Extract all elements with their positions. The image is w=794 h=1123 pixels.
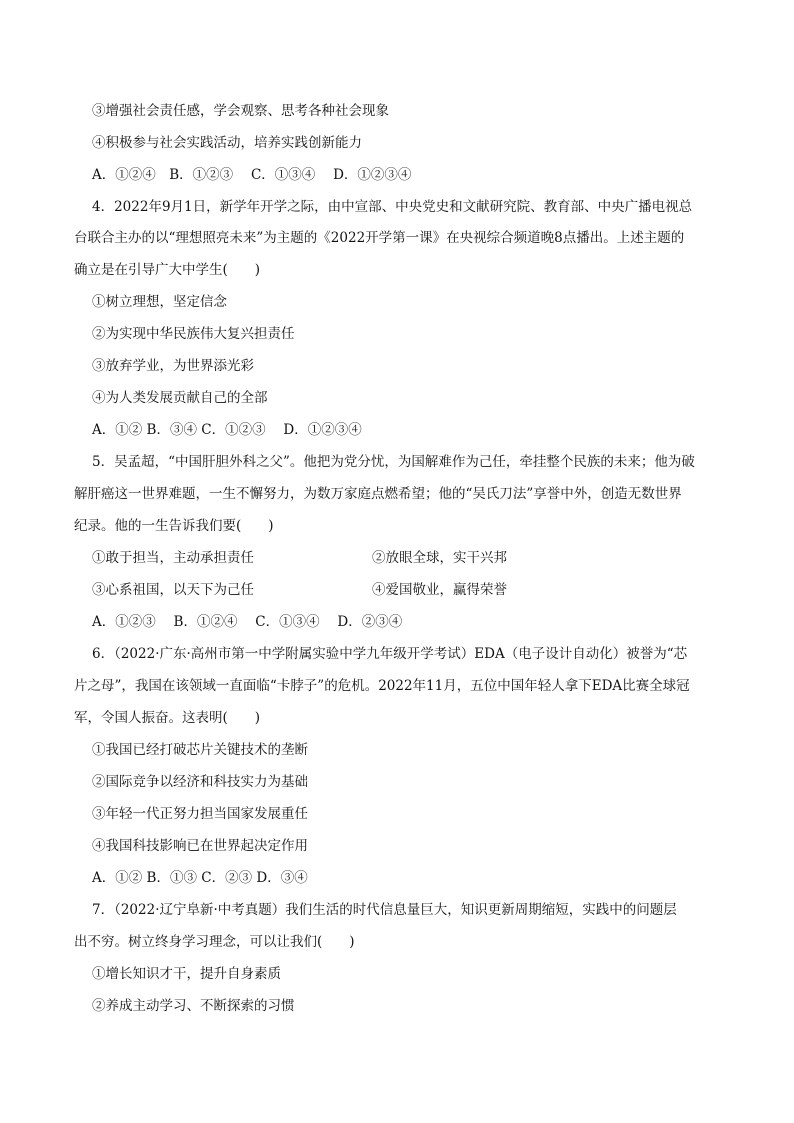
answer-choices: A．①②③ B．①②④ C．①③④ D．②③④ bbox=[92, 614, 403, 630]
question-4-line-3: 确立是在引导广大中学生( ) bbox=[74, 262, 261, 278]
question-5-line-1: 5．吴孟超，“中国肝胆外科之父”。他把为党分忧，为国解难作为己任，牵挂整个民族的未来；他为破 bbox=[92, 454, 695, 470]
answer-choices: A．①②④ B．①②③ C．①③④ D．①②③④ bbox=[92, 167, 412, 183]
question-7-line-1: 7．（2022·辽宁阜新·中考真题）我们生活的时代信息量巨大，知识更新周期缩短，实践中的问题层 bbox=[92, 902, 677, 918]
answer-choices: A．①② B．①③ C．②③ D．③④ bbox=[92, 870, 308, 886]
option-line: ①树立理想，坚定信念 bbox=[92, 294, 227, 310]
option-line: ④为人类发展贡献自己的全部 bbox=[92, 390, 268, 406]
question-6-line-1: 6．（2022·广东·高州市第一中学附属实验中学九年级开学考试）EDA（电子设计自动化）被誉为“芯 bbox=[92, 646, 688, 662]
option-line: ②为实现中华民族伟大复兴担责任 bbox=[92, 326, 295, 342]
answer-choices: A．①② B．③④ C．①②③ D．①②③④ bbox=[92, 422, 362, 438]
question-4-line-2: 台联合主办的以“理想照亮未来”为主题的《2022开学第一课》在央视综合频道晚8点播出。上述主题的 bbox=[74, 230, 685, 246]
option-line: ③增强社会责任感，学会观察、思考各种社会现象 bbox=[92, 103, 389, 119]
question-7-line-2: 出不穷。树立终身学习理念，可以让我们( ) bbox=[74, 934, 355, 950]
option-line: ③放弃学业，为世界添光彩 bbox=[92, 358, 254, 374]
question-6-line-2: 片之母”，我国在该领域一直面临“卡脖子”的危机。2022年11月，五位中国年轻人拿下EDA比赛全球冠 bbox=[74, 678, 690, 694]
option-line: ④爱国敬业，赢得荣誉 bbox=[372, 582, 507, 598]
option-line: ①敢于担当，主动承担责任 bbox=[92, 550, 254, 566]
option-line: ④积极参与社会实践活动，培养实践创新能力 bbox=[92, 135, 362, 151]
option-line: ②放眼全球，实干兴邦 bbox=[372, 550, 507, 566]
option-line: ①我国已经打破芯片关键技术的垄断 bbox=[92, 742, 308, 758]
option-line: ①增长知识才干，提升自身素质 bbox=[92, 966, 281, 982]
option-line: ③心系祖国，以天下为己任 bbox=[92, 582, 254, 598]
question-5-line-3: 纪录。他的一生告诉我们要( ) bbox=[74, 518, 274, 534]
option-line: ②国际竞争以经济和科技实力为基础 bbox=[92, 774, 308, 790]
question-6-line-3: 军，令国人振奋。这表明( ) bbox=[74, 710, 261, 726]
option-line: ②养成主动学习、不断探索的习惯 bbox=[92, 998, 295, 1014]
option-line: ④我国科技影响已在世界起决定作用 bbox=[92, 838, 308, 854]
question-4-line-1: 4．2022年9月1日，新学年开学之际，由中宣部、中央党史和文献研究院、教育部、中央广播电视总 bbox=[92, 199, 693, 215]
question-5-line-2: 解肝癌这一世界难题，一生不懈努力，为数万家庭点燃希望；他的“吴氏刀法”享誉中外，创造无数世界 bbox=[74, 486, 682, 502]
option-line: ③年轻一代正努力担当国家发展重任 bbox=[92, 806, 308, 822]
